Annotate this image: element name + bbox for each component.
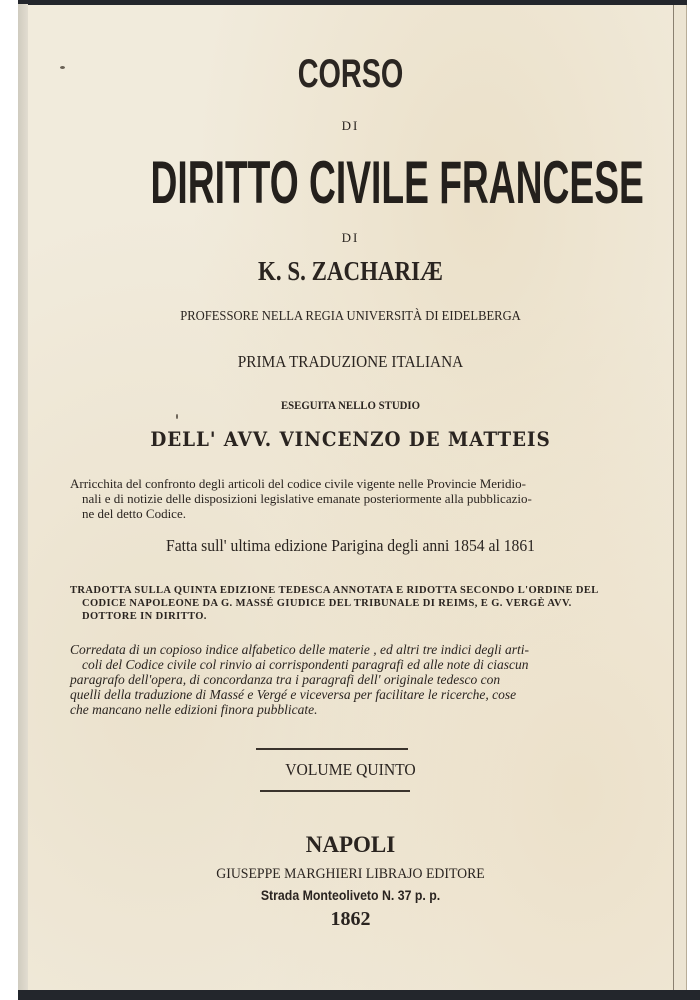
source-line: DOTTORE IN DIRITTO. bbox=[82, 611, 207, 622]
author-role: PROFESSORE NELLA REGIA UNIVERSITÀ DI EIDELBERGA bbox=[180, 309, 521, 324]
index-line: che mancano nelle edizioni finora pubblicate. bbox=[70, 702, 318, 717]
page-gutter bbox=[18, 4, 28, 990]
index-line: Corredata di un copioso indice alfabetico delle materie , ed altri tre indici degli arti- bbox=[70, 642, 530, 657]
index-paragraph bbox=[70, 642, 615, 717]
index-line: quelli della traduzione di Massé e Vergé e viceversa per facilitare le ricerche, cose bbox=[70, 687, 517, 702]
enrichment-line: nali e di notizie delle disposizioni legislative emanate posteriormente alla pubblicazio- bbox=[82, 491, 532, 506]
connector-di: DI bbox=[341, 230, 360, 245]
divider-top bbox=[256, 748, 408, 750]
connector-di: DI bbox=[341, 118, 360, 133]
page-edge-right bbox=[673, 5, 687, 990]
main-title: DIRITTO CIVILE FRANCESE bbox=[150, 149, 644, 216]
index-line: paragrafo dell'opera, di concordanza tra i paragrafi dell' originale tedesco con bbox=[70, 672, 501, 687]
imprint-city: NAPOLI bbox=[305, 832, 396, 857]
imprint-year: 1862 bbox=[330, 908, 371, 930]
source-line: CODICE NAPOLEONE DA G. MASSÉ GIUDICE DEL TRIBUNALE DI REIMS, E G. VERGÈ AVV. bbox=[82, 598, 572, 609]
translator-name: DELL' AVV. VINCENZO DE MATTEIS bbox=[150, 427, 551, 451]
translation-note: PRIMA TRADUZIONE ITALIANA bbox=[237, 352, 464, 371]
volume-label: VOLUME QUINTO bbox=[285, 760, 416, 779]
paper-speck bbox=[60, 66, 65, 69]
divider-bottom bbox=[260, 790, 410, 792]
imprint-publisher: GIUSEPPE MARGHIERI LIBRAJO EDITORE bbox=[216, 866, 485, 882]
author-name: K. S. ZACHARIÆ bbox=[258, 256, 443, 286]
enrichment-line: ne del detto Codice. bbox=[82, 506, 186, 521]
enrichment-line: Arricchita del confronto degli articoli del codice civile vigente nelle Provincie Meridio- bbox=[70, 476, 526, 491]
title-small: CORSO bbox=[297, 52, 404, 96]
paper-speck bbox=[176, 414, 178, 419]
executed-in: ESEGUITA NELLO STUDIO bbox=[280, 398, 421, 412]
scan-border-bottom bbox=[18, 990, 700, 1000]
enrichment-paragraph bbox=[70, 476, 615, 521]
imprint-address: Strada Monteoliveto N. 37 p. p. bbox=[260, 887, 441, 903]
scan-margin-right bbox=[687, 0, 700, 1000]
source-paragraph bbox=[70, 584, 615, 623]
edition-note: Fatta sull' ultima edizione Parigina degli anni 1854 al 1861 bbox=[165, 536, 535, 555]
source-line: TRADOTTA SULLA QUINTA EDIZIONE TEDESCA ANNOTATA E RIDOTTA SECONDO L'ORDINE DEL bbox=[70, 585, 599, 596]
index-line: coli del Codice civile col rinvio ai corrispondenti paragrafi ed alle note di ciascun bbox=[82, 657, 529, 672]
